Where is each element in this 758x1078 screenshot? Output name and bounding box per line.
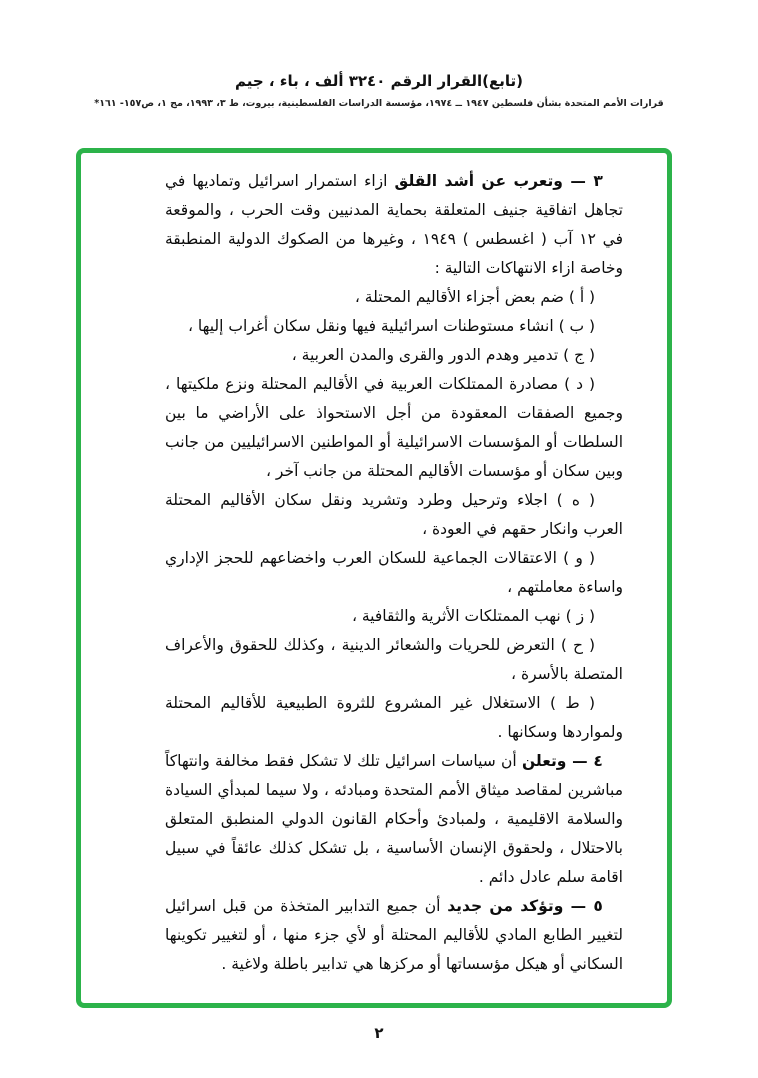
list-item-b: ( ب ) انشاء مستوطنات اسرائيلية فيها ونقل سكان أغراب إليها ، — [187, 317, 596, 335]
paragraph-3-number: ٣ — — [562, 172, 603, 190]
resolution-text-block — [165, 167, 623, 979]
list-item-a: ( أ ) ضم بعض أجزاء الأقاليم المحتلة ، — [354, 288, 596, 306]
list-item-hh: ( ح ) التعرض للحريات والشعائر الدينية ، وكذلك للحقوق والأعراف المتصلة بالأسرة ، — [165, 636, 623, 683]
paragraph-5 — [165, 892, 623, 979]
paragraph-5-lead: وتؤكد من جديد — [447, 897, 564, 915]
document-title: (تابع)القرار الرقم ٣٢٤٠ ألف ، باء ، جيم — [234, 72, 524, 90]
list-item-z: ( ز ) نهب الممتلكات الأثرية والثقافية ، — [351, 607, 596, 625]
paragraph-4-number: ٤ — — [566, 752, 603, 770]
paragraph-3-lead: وتعرب عن أشد القلق — [394, 172, 563, 190]
green-border-frame — [76, 148, 672, 1008]
citation-line: قرارات الأمم المتحدة بشأن فلسطين ١٩٤٧ ــ ١٩٧٤، مؤسسة الدراسات الفلسطينية، بيروت، ط ٣، ١٩٩٣، مج ١، ص١٥٧- ١٦١* — [94, 98, 664, 109]
list-item-h: ( ه ) اجلاء وترحيل وطرد وتشريد ونقل سكان الأقاليم المحتلة العرب وانكار حقهم في العودة ، — [165, 491, 623, 538]
paragraph-5-number: ٥ — — [563, 897, 603, 915]
list-item-w: ( و ) الاعتقالات الجماعية للسكان العرب واخضاعهم للحجز الإداري واساءة معاملتهم ، — [165, 549, 623, 596]
list-item-d: ( د ) مصادرة الممتلكات العربية في الأقاليم المحتلة ونزع ملكيتها ، وجميع الصفقات المعقودة من أجل الاستحواذ على الأراضي ما بين السلطات أو المؤسسات الاسرائيلية أو المواطنين الاسرائيليين من جانب وبين سكان أو مؤسسات الأقاليم المحتلة من جانب آخر ، — [165, 375, 623, 480]
paragraph-3 — [165, 167, 623, 283]
list-item-t: ( ط ) الاستغلال غير المشروع للثروة الطبيعية للأقاليم المحتلة ولمواردها وسكانها . — [165, 694, 623, 741]
paragraph-4 — [165, 747, 623, 892]
paragraph-4-text: أن سياسات اسرائيل تلك لا تشكل فقط مخالفة وانتهاكاً مباشرين لمقاصد ميثاق الأمم المتحدة ومبادئه ، ولا سيما لمبدأي السيادة والسلامة الاقليمية ، ولمبادئ وأحكام القانون الدولي المنطبق المتعلق بالاحتلال ، ولحقوق الإنسان الأساسية ، بل تشكل كذلك عائقاً في سبيل اقامة سلم عادل دائم . — [165, 752, 623, 886]
paragraph-4-lead: وتعلن — [521, 752, 567, 770]
list-item-j: ( ج ) تدمير وهدم الدور والقرى والمدن العربية ، — [291, 346, 596, 364]
page-number: ٢ — [374, 1024, 384, 1042]
paragraph-5-text: أن جميع التدابير المتخذة من قبل اسرائيل لتغيير الطابع المادي للأقاليم المحتلة أو لأي جزء منها ، أو لتغيير تكوينها السكاني أو هيكل مؤسساتها أو مركزها هي تدابير باطلة ولاغية . — [165, 897, 623, 973]
document-header — [0, 72, 758, 109]
paragraph-3-text: ازاء استمرار اسرائيل وتماديها في تجاهل اتفاقية جنيف المتعلقة بحماية المدنيين وقت الحرب ، والموقعة في ١٢ آب ( اغسطس ) ١٩٤٩ ، وغيرها من الصكوك الدولية المنطبقة وخاصة ازاء الانتهاكات التالية : — [165, 172, 623, 277]
